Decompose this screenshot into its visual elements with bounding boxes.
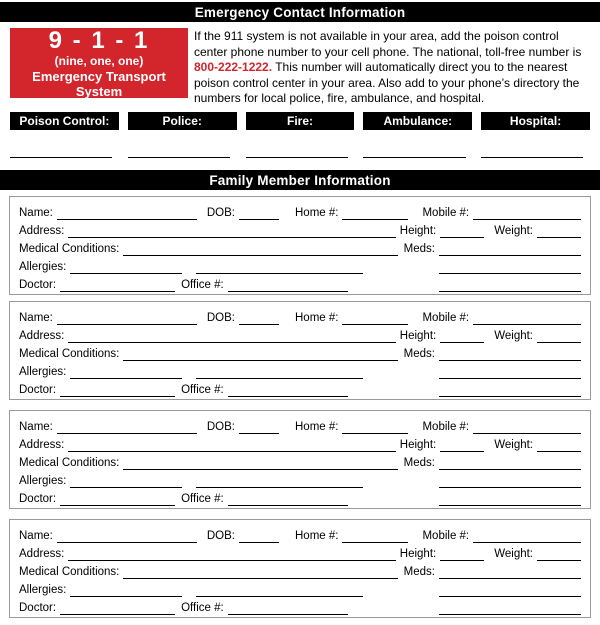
ambulance-field-line[interactable] [363,156,465,158]
allergies-field-line[interactable] [70,262,182,274]
member-row-allergies [19,361,581,379]
home-phone-field-line[interactable] [342,531,408,543]
member-row-address [19,325,581,343]
weight-field-line[interactable] [537,226,581,238]
meds-continued-field-line[interactable] [439,585,581,597]
member-row-doctor [19,274,581,292]
office-phone-label: Office #: [181,384,224,396]
medical-conditions-field-line[interactable] [123,244,397,256]
member-row-medical [19,238,581,256]
ambulance-label: Ambulance: [363,112,472,130]
allergies-continued-field-line[interactable] [196,476,363,488]
dob-field-line[interactable] [239,531,279,543]
height-label: Height: [399,439,437,451]
meds-field-line[interactable] [439,244,581,256]
medical-conditions-field-line[interactable] [123,458,397,470]
contact-col-fire [246,112,355,158]
doctor-label: Doctor: [19,602,57,614]
contact-col-poison-control [10,112,119,158]
medical-conditions-label: Medical Conditions: [19,566,120,578]
allergies-continued-field-line[interactable] [196,367,363,379]
dob-label: DOB: [206,530,235,542]
fire-field-line[interactable] [246,156,348,158]
family-member-box [9,301,591,400]
meds-label: Meds: [403,457,435,469]
mobile-phone-field-line[interactable] [473,531,581,543]
dob-field-line[interactable] [239,313,279,325]
member-row-address [19,220,581,238]
address-label: Address: [19,548,65,560]
weight-label: Weight: [494,548,533,560]
page-title: Emergency Contact Information [194,4,406,20]
hospital-field-line[interactable] [481,156,583,158]
mobile-phone-label: Mobile #: [422,207,470,219]
member-row-allergies [19,256,581,274]
911-number: 9 - 1 - 1 [48,27,150,55]
weight-field-line[interactable] [537,440,581,452]
poison-control-field-line[interactable] [10,156,112,158]
police-field-line[interactable] [128,156,230,158]
intro-text-after: This number will automatically direct you to the nearest poison control center in your area. Also add to your phone’s directory the numbers for local police, fire, ambulance, and hospital. [194,60,580,106]
medical-conditions-label: Medical Conditions: [19,243,120,255]
911-pronunciation: (nine, one, one) [54,53,144,68]
doctor-label: Doctor: [19,279,57,291]
mobile-phone-field-line[interactable] [473,422,581,434]
allergies-label: Allergies: [19,584,67,596]
meds-field-line[interactable] [439,349,581,361]
weight-label: Weight: [494,439,533,451]
meds-label: Meds: [403,348,435,360]
doctor-field-line[interactable] [60,385,175,397]
poison-control-label: Poison Control: [10,112,119,130]
address-label: Address: [19,439,65,451]
name-field-line[interactable] [57,208,197,220]
member-row-doctor [19,597,581,615]
height-label: Height: [399,548,437,560]
intro-text-before: If the 911 system is not available in your area, add the poison control center phone number to your cell phone. The national, toll-free number is [194,29,582,59]
member-row-name [19,202,581,220]
member-row-doctor [19,379,581,397]
mobile-phone-label: Mobile #: [422,530,470,542]
office-phone-label: Office #: [181,602,224,614]
meds-continued-field-line[interactable] [439,476,581,488]
mobile-phone-field-line[interactable] [473,208,581,220]
home-phone-field-line[interactable] [342,422,408,434]
member-row-name [19,416,581,434]
mobile-phone-label: Mobile #: [422,312,470,324]
office-phone-field-line[interactable] [228,494,348,506]
contact-col-ambulance [363,112,472,158]
family-member-box [9,410,591,509]
office-phone-label: Office #: [181,493,224,505]
home-phone-label: Home #: [295,312,339,324]
meds-continued-field-line[interactable] [439,367,581,379]
height-field-line[interactable] [440,331,484,343]
meds-label: Meds: [403,243,435,255]
medical-conditions-label: Medical Conditions: [19,457,120,469]
meds-continued-field-line-2[interactable] [439,494,581,506]
weight-field-line[interactable] [537,549,581,561]
family-member-box [9,196,591,295]
height-field-line[interactable] [440,549,484,561]
meds-field-line[interactable] [439,567,581,579]
name-label: Name: [19,530,53,542]
height-label: Height: [399,225,437,237]
family-section-title: Family Member Information [209,172,391,188]
doctor-label: Doctor: [19,384,57,396]
member-row-medical [19,561,581,579]
medical-conditions-field-line[interactable] [123,349,397,361]
height-field-line[interactable] [440,440,484,452]
address-field-line[interactable] [68,549,395,561]
height-field-line[interactable] [440,226,484,238]
911-callout-box [10,28,188,98]
contact-col-police [128,112,237,158]
address-field-line[interactable] [68,440,395,452]
meds-continued-field-line-2[interactable] [439,280,581,292]
contact-col-hospital [481,112,590,158]
meds-field-line[interactable] [439,458,581,470]
poison-control-phone-number: 800-222-1222. [194,60,273,75]
member-row-allergies [19,579,581,597]
allergies-label: Allergies: [19,261,67,273]
member-row-name [19,307,581,325]
weight-label: Weight: [494,225,533,237]
medical-conditions-field-line[interactable] [123,567,397,579]
allergies-continued-field-line[interactable] [196,262,363,274]
allergies-field-line[interactable] [70,585,182,597]
doctor-field-line[interactable] [60,494,175,506]
dob-field-line[interactable] [239,422,279,434]
office-phone-field-line[interactable] [228,280,348,292]
allergies-field-line[interactable] [70,476,182,488]
home-phone-field-line[interactable] [342,313,408,325]
office-phone-field-line[interactable] [228,385,348,397]
member-row-medical [19,452,581,470]
name-field-line[interactable] [57,422,197,434]
meds-continued-field-line-2[interactable] [439,385,581,397]
mobile-phone-label: Mobile #: [422,421,470,433]
name-field-line[interactable] [57,313,197,325]
weight-field-line[interactable] [537,331,581,343]
home-phone-field-line[interactable] [342,208,408,220]
family-section-title-bar [0,170,600,190]
member-row-address [19,434,581,452]
name-label: Name: [19,207,53,219]
name-label: Name: [19,312,53,324]
member-row-medical [19,343,581,361]
name-label: Name: [19,421,53,433]
name-field-line[interactable] [57,531,197,543]
family-member-box [9,519,591,618]
mobile-phone-field-line[interactable] [473,313,581,325]
member-row-name [19,525,581,543]
address-field-line[interactable] [68,331,395,343]
dob-label: DOB: [206,312,235,324]
height-label: Height: [399,330,437,342]
home-phone-label: Home #: [295,530,339,542]
meds-continued-field-line[interactable] [439,262,581,274]
hospital-label: Hospital: [481,112,590,130]
fire-label: Fire: [246,112,355,130]
doctor-field-line[interactable] [60,280,175,292]
police-label: Police: [128,112,237,130]
meds-label: Meds: [403,566,435,578]
address-field-line[interactable] [68,226,395,238]
allergies-field-line[interactable] [70,367,182,379]
office-phone-field-line[interactable] [228,603,348,615]
dob-field-line[interactable] [239,208,279,220]
address-label: Address: [19,225,65,237]
medical-conditions-label: Medical Conditions: [19,348,120,360]
doctor-field-line[interactable] [60,603,175,615]
911-system-label: Emergency Transport System [32,68,166,100]
allergies-label: Allergies: [19,475,67,487]
home-phone-label: Home #: [295,421,339,433]
page-title-bar [0,2,600,22]
office-phone-label: Office #: [181,279,224,291]
emergency-contacts-row [10,112,590,158]
member-row-doctor [19,488,581,506]
intro-section [10,27,590,106]
intro-paragraph [194,28,590,106]
dob-label: DOB: [206,421,235,433]
member-row-allergies [19,470,581,488]
allergies-continued-field-line[interactable] [196,585,363,597]
home-phone-label: Home #: [295,207,339,219]
member-row-address [19,543,581,561]
doctor-label: Doctor: [19,493,57,505]
address-label: Address: [19,330,65,342]
allergies-label: Allergies: [19,366,67,378]
meds-continued-field-line-2[interactable] [439,603,581,615]
weight-label: Weight: [494,330,533,342]
dob-label: DOB: [206,207,235,219]
